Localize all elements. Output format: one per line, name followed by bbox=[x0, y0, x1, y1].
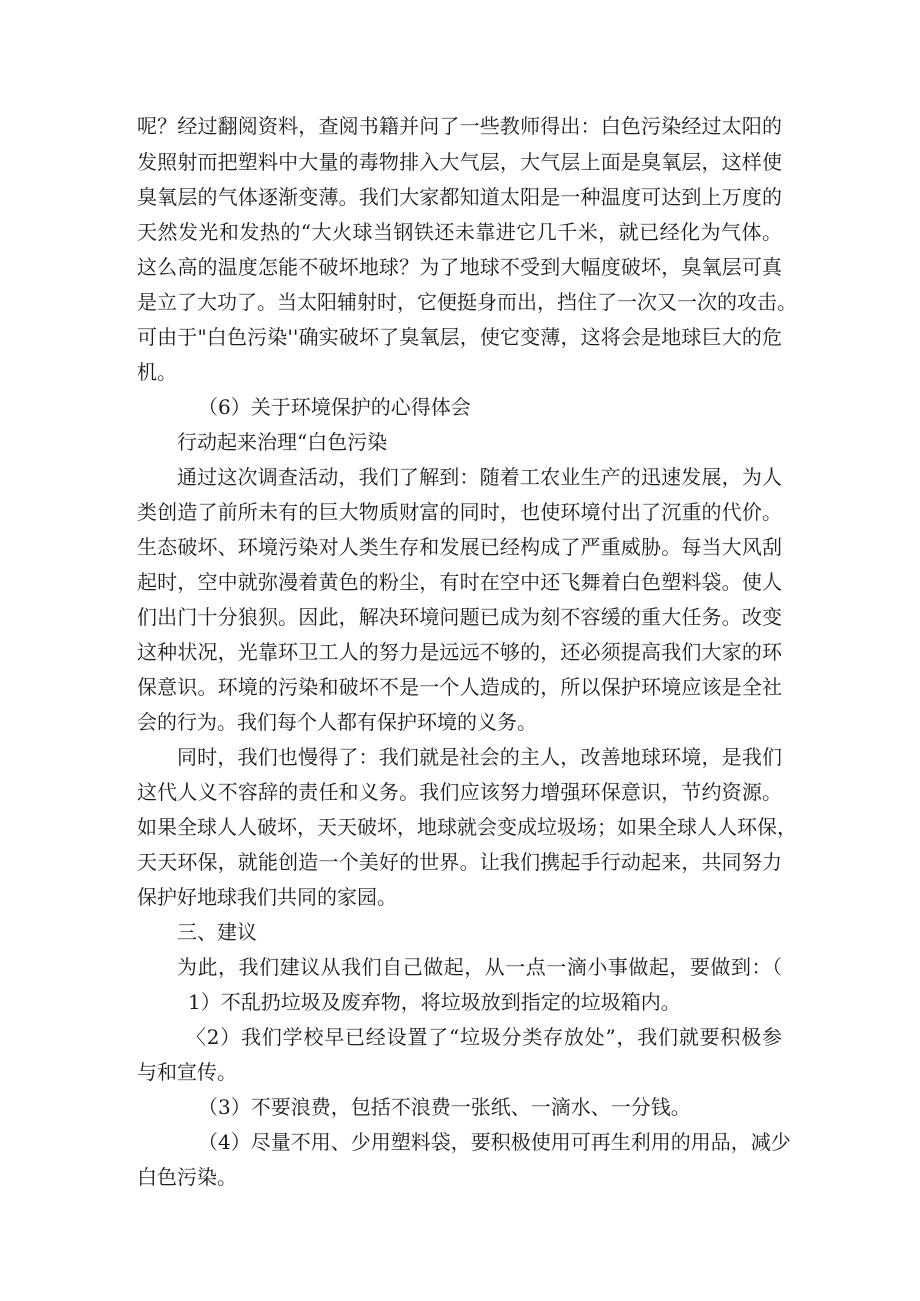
list-item: （4）尽量不用、少用塑料袋，要积极使用可再生利用的用品，减少 bbox=[198, 1130, 791, 1154]
paragraph-line: 这种状况，光靠环卫工人的努力是远远不够的，还必须提高我们大家的环 bbox=[137, 640, 782, 664]
paragraph-line: 可由于"白色污染''确实破坏了臭氧层，使它变薄，这将会是地球巨大的危 bbox=[137, 325, 782, 349]
paragraph-line: 生态破坏、环境污染对人类生存和发展已经构成了严重威胁。每当大风刮 bbox=[137, 535, 782, 559]
list-item: 1）不乱扔垃圾及废弃物，将垃圾放到指定的垃圾箱内。 bbox=[188, 990, 681, 1014]
paragraph-line: 机。 bbox=[137, 360, 177, 384]
list-item-continuation: 白色污染。 bbox=[137, 1165, 237, 1189]
paragraph-line: 这代人义不容辞的责任和义务。我们应该努力增强环保意识，节约资源。 bbox=[137, 780, 782, 804]
section-heading: 三、建议 bbox=[177, 920, 257, 944]
list-item-continuation: 与和宣传。 bbox=[137, 1060, 237, 1084]
paragraph-line: 呢？经过翻阅资料，查阅书籍并问了一些教师得出：白色污染经过太阳的 bbox=[137, 114, 782, 138]
paragraph-line: 保护好地球我们共同的家园。 bbox=[137, 885, 397, 909]
list-item: （3）不要浪费，包括不浪费一张纸、一滴水、一分钱。 bbox=[198, 1095, 691, 1119]
paragraph-line: 保意识。环境的污染和破坏不是一个人造成的，所以保护环境应该是全社 bbox=[137, 675, 782, 699]
paragraph-line: 们出门十分狼狈。因此，解决环境问题已成为刻不容缓的重大任务。改变 bbox=[137, 605, 782, 629]
paragraph-line: 通过这次调查活动，我们了解到：随着工农业生产的迅速发展，为人 bbox=[177, 465, 782, 489]
subsection-heading: 行动起来治理“白色污染 bbox=[177, 430, 388, 454]
paragraph-line: 臭氧层的气体逐渐变薄。我们大家都知道太阳是一种温度可达到上万度的 bbox=[137, 185, 782, 209]
paragraph-line: 类创造了前所未有的巨大物质财富的同时，也使环境付出了沉重的代价。 bbox=[137, 500, 782, 524]
paragraph-line: 这么高的温度怎能不破坏地球？为了地球不受到大幅度破坏，臭氧层可真 bbox=[137, 255, 782, 279]
paragraph-line: 如果全球人人破坏，天天破坏，地球就会变成垃圾场；如果全球人人环保， bbox=[137, 815, 797, 839]
section-heading: （6）关于环境保护的心得体会 bbox=[198, 395, 471, 419]
paragraph-line: 天天环保，就能创造一个美好的世界。让我们携起手行动起来，共同努力 bbox=[137, 850, 782, 874]
paragraph-line: 起时，空中就弥漫着黄色的粉尘，有时在空中还飞舞着白色塑料袋。使人 bbox=[137, 570, 782, 594]
paragraph-line: 发照射而把塑料中大量的毒物排入大气层，大气层上面是臭氧层，这样使 bbox=[137, 150, 782, 174]
paragraph-line: 是立了大功了。当太阳辅射时，它便挺身而出，挡住了一次又一次的攻击。 bbox=[137, 290, 797, 314]
paragraph-line: 为此，我们建议从我们自己做起，从一点一滴小事做起，要做到：（ bbox=[177, 955, 782, 979]
list-item: 〈2）我们学校早已经设置了“垃圾分类存放处”，我们就要积极参 bbox=[186, 1025, 782, 1049]
paragraph-line: 会的行为。我们每个人都有保护环境的义务。 bbox=[137, 710, 537, 734]
paragraph-line: 天然发光和发热的“大火球当钢铁还未靠进它几千米，就已经化为气体。 bbox=[137, 220, 782, 244]
paragraph-line: 同时，我们也慢得了：我们就是社会的主人，改善地球环境，是我们 bbox=[177, 745, 782, 769]
